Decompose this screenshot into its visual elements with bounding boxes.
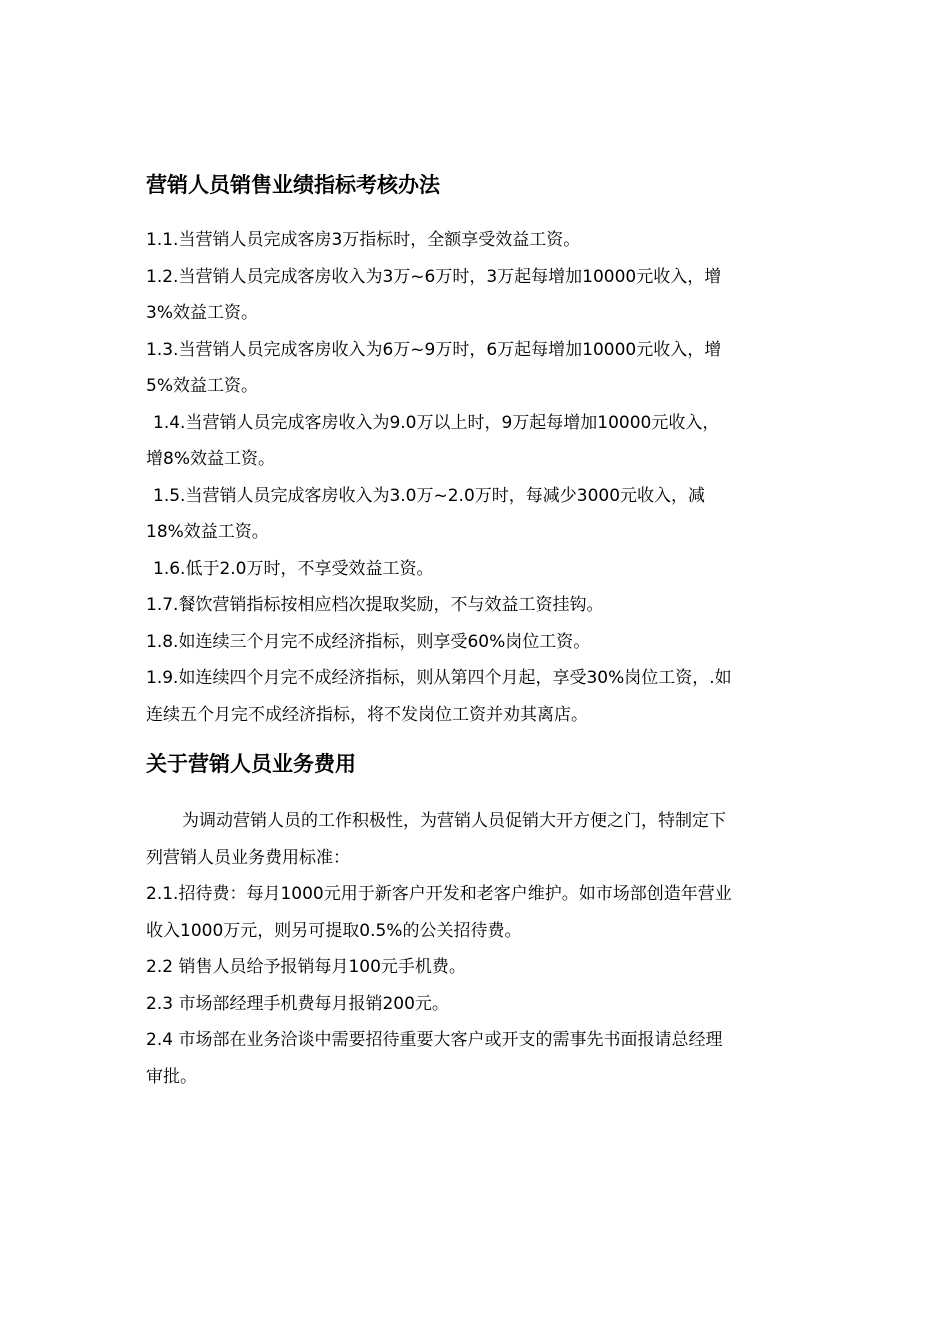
item-2-1-line2: 收入1000万元，则另可提取0.5%的公关招待费。 [146,920,522,941]
item-1-6 [146,551,810,588]
item-1-9-line2: 连续五个月完不成经济指标，将不发岗位工资并劝其离店。 [146,704,588,725]
item-1-3-line2: 5%效益工资。 [146,376,258,396]
item-1-9-line1: 1.9.如连续四个月完不成经济指标，则从第四个月起，享受30%岗位工资，.如 [146,668,732,688]
item-1-7-text: 1.7.餐饮营销指标按相应档次提取奖励，不与效益工资挂钩。 [146,595,604,615]
item-2-4-line1: 2.4 市场部在业务洽谈中需要招待重要大客户或开支的需事先书面报请总经理 [146,1030,723,1050]
item-1-8-text: 1.8.如连续三个月完不成经济指标，则享受60%岗位工资。 [146,631,591,652]
section2-intro-line1: 为调动营销人员的工作积极性，为营销人员促销大开方便之门，特制定下 [182,811,726,831]
section2-intro [146,803,810,876]
item-1-4 [146,405,810,478]
item-1-2 [146,259,810,332]
item-1-4-line1: 1.4.当营销人员完成客房收入为9.0万以上时，9万起每增加10000元收入， [153,412,720,433]
item-1-5 [146,478,810,551]
item-2-1 [146,876,810,949]
item-1-6-text: 1.6.低于2.0万时，不享受效益工资。 [153,558,434,579]
item-1-4-line2: 增8%效益工资。 [146,449,275,469]
item-1-1 [146,222,810,259]
item-1-5-line1: 1.5.当营销人员完成客房收入为3.0万~2.0万时，每减少3000元收入，减 [153,485,706,506]
item-2-2-text: 2.2 销售人员给予报销每月100元手机费。 [146,957,466,977]
item-1-7 [146,587,810,624]
item-1-3 [146,332,810,405]
item-1-1-text: 1.1.当营销人员完成客房3万指标时，全额享受效益工资。 [146,230,581,250]
item-2-3-text: 2.3 市场部经理手机费每月报销200元。 [146,993,449,1014]
item-2-1-line1: 2.1.招待费：每月1000元用于新客户开发和老客户维护。如市场部创造年营业 [146,884,732,904]
section2-title: 关于营销人员业务费用 [146,752,356,776]
item-1-2-line2: 3%效益工资。 [146,303,258,323]
section2-intro-line2: 列营销人员业务费用标准： [146,847,350,868]
item-2-3 [146,986,810,1023]
item-2-4 [146,1022,810,1095]
item-2-2 [146,949,810,986]
item-2-4-line2: 审批。 [146,1066,197,1087]
document-page [146,168,810,1095]
item-1-2-line1: 1.2.当营销人员完成客房收入为3万~6万时，3万起每增加10000元收入，增 [146,266,722,287]
item-1-9 [146,660,810,733]
section1-title: 营销人员销售业绩指标考核办法 [146,173,440,197]
item-1-3-line1: 1.3.当营销人员完成客房收入为6万~9万时，6万起每增加10000元收入，增 [146,339,722,360]
item-1-8 [146,624,810,661]
item-1-5-line2: 18%效益工资。 [146,522,269,542]
